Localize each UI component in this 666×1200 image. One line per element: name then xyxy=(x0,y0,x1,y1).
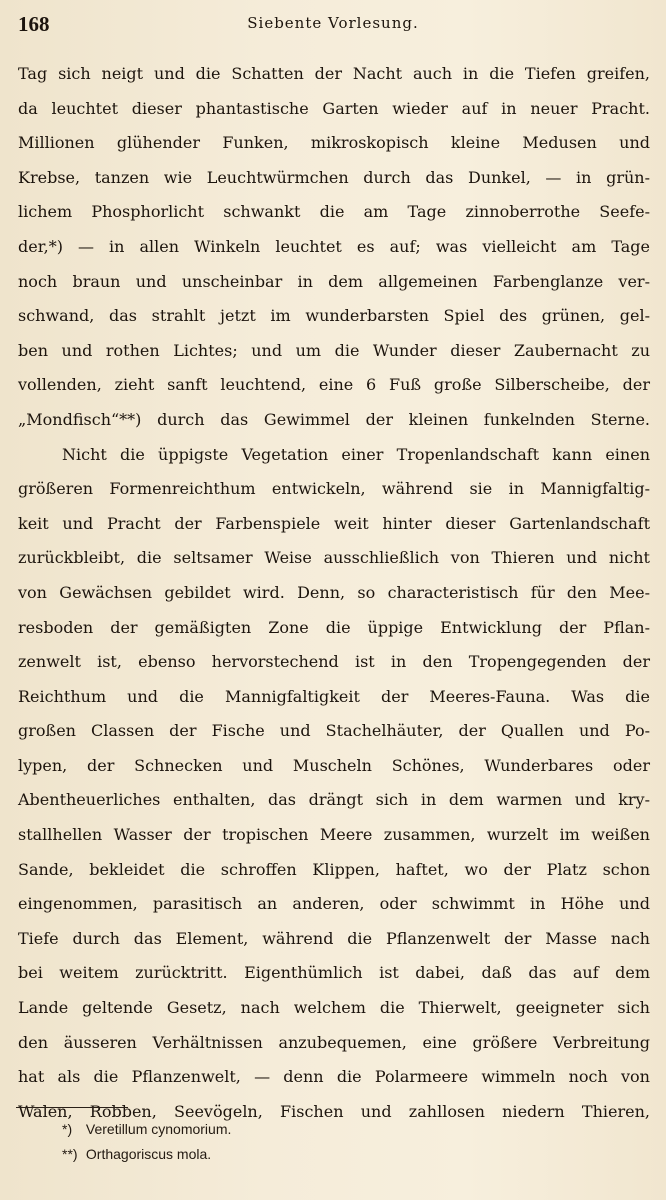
footnote-divider xyxy=(16,1107,128,1108)
text-line: Sande, bekleidet die schroffen Klippen, haftet, wo der Platz schon xyxy=(18,859,650,879)
text-line: zenwelt ist, ebenso hervorstechend ist in den Tropengegenden der xyxy=(18,652,650,672)
text-line: stallhellen Wasser der tropischen Meere zusammen, wurzelt im weißen xyxy=(18,825,650,845)
text-line: bei weitem zurücktritt. Eigenthümlich ist dabei, daß das auf dem xyxy=(18,963,650,983)
text-line: ben und rothen Lichtes; und um die Wunder dieser Zaubernacht zu xyxy=(18,340,650,360)
text-line: größeren Formenreichthum entwickeln, während sie in Mannigfaltig- xyxy=(18,479,650,499)
footnotes xyxy=(62,1117,231,1167)
footnote xyxy=(62,1142,231,1167)
text-line: vollenden, zieht sanft leuchtend, eine 6 Fuß große Silberscheibe, der xyxy=(18,375,650,395)
text-line: Reichthum und die Mannigfaltigkeit der Meeres-Fauna. Was die xyxy=(18,686,650,706)
text-line: lichem Phosphorlicht schwankt die am Tage zinnoberrothe Seefe- xyxy=(18,202,650,222)
footnote xyxy=(62,1117,231,1142)
text-line: eingenommen, parasitisch an anderen, oder schwimmt in Höhe und xyxy=(18,894,650,914)
running-title: Siebente Vorlesung. xyxy=(247,14,419,32)
text-line: noch braun und unscheinbar in dem allgemeinen Farbenglanze ver- xyxy=(18,271,650,291)
running-head xyxy=(18,10,648,40)
text-line: Krebse, tanzen wie Leuchtwürmchen durch das Dunkel, — in grün- xyxy=(18,167,650,187)
text-line: großen Classen der Fische und Stachelhäuter, der Quallen und Po- xyxy=(18,721,650,741)
text-line: Tiefe durch das Element, während die Pflanzenwelt der Masse nach xyxy=(18,928,650,948)
text-line: Tag sich neigt und die Schatten der Nacht auch in die Tiefen greifen, xyxy=(18,64,650,83)
text-line: Millionen glühender Funken, mikroskopisch kleine Medusen und xyxy=(18,133,650,153)
footnote-marker: **) xyxy=(62,1146,78,1162)
footnote-text: Orthagoriscus mola. xyxy=(85,1146,212,1162)
text-line: resboden der gemäßigten Zone die üppige Entwicklung der Pflan- xyxy=(18,617,650,637)
text-line: keit und Pracht der Farbenspiele weit hinter dieser Gartenlandschaft xyxy=(18,513,650,533)
text-line: „Mondfisch“**) durch das Gewimmel der kleinen funkelnden Sterne. xyxy=(18,409,650,429)
text-line: den äusseren Verhältnissen anzubequemen, eine größere Verbreitung xyxy=(18,1032,650,1052)
footnote-marker: *) xyxy=(62,1121,73,1137)
page-number: 168 xyxy=(18,12,50,36)
text-line: lypen, der Schnecken und Muscheln Schönes, Wunderbares oder xyxy=(18,755,650,775)
footnote-text: Veretillum cynomorium. xyxy=(85,1121,232,1137)
body-text xyxy=(18,57,650,1129)
text-line: schwand, das strahlt jetzt im wunderbarsten Spiel des grünen, gel- xyxy=(18,306,650,326)
text-line: der,*) — in allen Winkeln leuchtet es auf; was vielleicht am Tage xyxy=(18,236,650,256)
text-line: von Gewächsen gebildet wird. Denn, so characteristisch für den Mee- xyxy=(18,582,650,602)
text-line: Lande geltende Gesetz, nach welchem die Thierwelt, geeigneter sich xyxy=(18,998,650,1018)
text-line: Abentheuerliches enthalten, das drängt sich in dem warmen und kry- xyxy=(18,790,650,810)
text-line: Walen, Robben, Seevögeln, Fischen und zahllosen niedern Thieren, xyxy=(18,1101,650,1121)
text-line: zurückbleibt, die seltsamer Weise ausschließlich von Thieren und nicht xyxy=(18,548,650,568)
paragraph-start-line: Nicht die üppigste Vegetation einer Tropenlandschaft kann einen xyxy=(62,444,650,464)
text-line: hat als die Pflanzenwelt, — denn die Polarmeere wimmeln noch von xyxy=(18,1067,650,1087)
text-line: da leuchtet dieser phantastische Garten wieder auf in neuer Pracht. xyxy=(18,98,650,118)
